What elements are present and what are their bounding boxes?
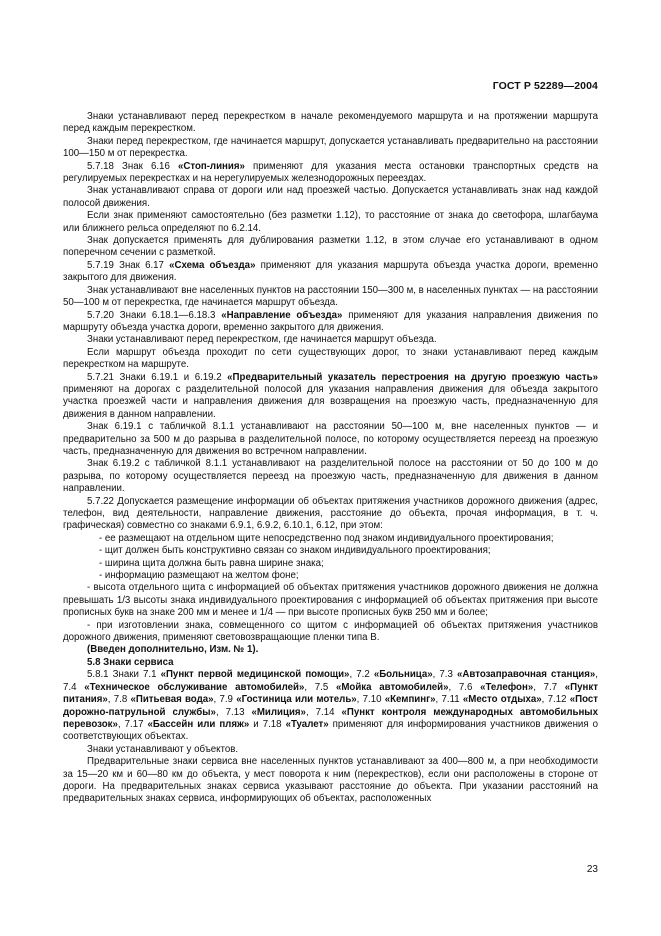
page-number: 23	[586, 864, 598, 875]
text-run: , 7.4	[63, 669, 598, 693]
paragraph: Знаки перед перекрестком, где начинается маршрут, допускается устанавливать предварительно на расстоянии 100—150 м от перекрестка.	[63, 135, 598, 160]
paragraph	[63, 669, 598, 743]
text-run: и 7.18	[249, 718, 286, 730]
sign-name: «Милиция»	[251, 706, 306, 718]
sign-name: «Туалет»	[285, 718, 329, 730]
paragraph: 5.7.22 Допускается размещение информации об объектах притяжения участников дорожного движения (адрес, телефон, вид деятельности, направление движения, расстояние до объекта, прочая информация, в т. ч. графическая) совместно со знаками 6.9.1, 6.9.2, 6.10.1, 6.12, при этом:	[63, 495, 598, 532]
paragraph: Знаки устанавливают у объектов.	[87, 743, 239, 755]
text-run: , 7.2	[349, 669, 374, 681]
paragraph	[63, 310, 598, 335]
text-run: , 7.6	[448, 681, 481, 693]
text-run: применяют для информирования участников движения о соответствующих объектах.	[63, 718, 598, 743]
sign-name: «Гостиница или мотель»	[236, 694, 357, 706]
list-item: - ее размещают на отдельном щите непосредственно под знаком индивидуального проектирования;	[99, 532, 554, 544]
sign-name: «Питьевая вода»	[130, 694, 214, 706]
paragraph: Если знак применяют самостоятельно (без разметки 1.12), то расстояние от знака до светофора, шлагбаума или ближнего рельса определяют по 6.2.14.	[63, 210, 598, 234]
text-run: , 7.11	[435, 694, 463, 706]
paragraph: Знак допускается применять для дублирования разметки 1.12, в этом случае его устанавливают в одном поперечном сечении с разметкой.	[63, 235, 598, 259]
sign-name: «Стоп-линия»	[177, 160, 245, 172]
text-run: 5.8.1 Знаки 7.1	[87, 669, 161, 681]
sign-name: «Схема объезда»	[169, 259, 256, 271]
sign-name: «Кемпинг»	[384, 694, 436, 706]
text-run: , 7.10	[356, 694, 385, 706]
paragraph	[63, 260, 598, 285]
text-run: 5.7.20 Знаки 6.18.1—6.18.3	[87, 309, 222, 321]
text-run: , 7.7	[533, 681, 565, 693]
sign-name: «Больница»	[373, 669, 433, 681]
text-run: применяют для указания маршрута объезда участка дороги, временно закрытого для движения.	[63, 259, 598, 284]
text-run: 5.7.19 Знак 6.17	[87, 259, 170, 271]
paragraph: Знак устанавливают вне населенных пунктов на расстоянии 150—300 м, в населенных пунктах — на расстоянии 50—100 м от перекрестка, где начинается маршрут объезда.	[63, 284, 598, 309]
standard-code-header: ГОСТ Р 52289—2004	[492, 80, 598, 92]
paragraph: - при изготовлении знака, совмещенного со щитом с информацией об объектах притяжения участников дорожного движения, применяют световозвращающие пленки типа В.	[63, 619, 598, 644]
paragraph: Знак 6.19.2 с табличкой 8.1.1 устанавливают на разделительной полосе на расстоянии от 50 до 100 м до разрыва, по которому осуществляется переезд на проезжую часть, предназначенную для движения в данном направлении.	[63, 458, 598, 495]
body-text	[63, 111, 598, 806]
sign-name: «Бассейн или пляж»	[147, 718, 250, 730]
paragraph: Если маршрут объезда проходит по сети существующих дорог, то знаки устанавливают перед каждым перекрестком на маршруте.	[63, 346, 598, 371]
paragraph: Знак устанавливают справа от дороги или над проезжей частью. Допускается устанавливать знак над каждой полосой движения.	[63, 185, 598, 209]
text-run: 5.7.18 Знак 6.16	[87, 160, 178, 172]
text-run: , 7.9	[213, 694, 237, 706]
list-item: - ширина щита должна быть равна ширине знака;	[99, 557, 324, 569]
sign-name: «Пункт контроля международных автомобильных перевозок»	[63, 706, 598, 730]
paragraph: Знак 6.19.1 с табличкой 8.1.1 устанавливают на расстоянии 50—100 м, вне населенных пунктов — и предварительно за 500 м до разрыва в разделительной полосе, по которому осуществляется переезд на проезжую часть, предназначенную для движения во встречном направлении.	[63, 421, 598, 457]
text-run: , 7.14	[305, 706, 342, 718]
list-item: - щит должен быть конструктивно связан со знаком индивидуального проектирования;	[99, 545, 491, 557]
text-run: 5.7.21 Знаки 6.19.1 и 6.19.2	[87, 371, 228, 383]
text-run: , 7.5	[304, 681, 336, 693]
section-heading: 5.8 Знаки сервиса	[87, 656, 174, 668]
text-run: , 7.12	[541, 694, 570, 706]
sign-name: «Мойка автомобилей»	[335, 681, 449, 693]
sign-name: «Техническое обслуживание автомобилей»	[84, 681, 305, 693]
sign-name: «Место отдыха»	[462, 694, 542, 706]
text-run: применяют для указания места остановки транспортных средств на регулируемых перекрестках и на нерегулируемых железнодорожных переездах.	[63, 160, 598, 185]
sign-name: «Телефон»	[480, 681, 534, 693]
paragraph: Знаки устанавливают перед перекрестком в начале рекомендуемого маршрута и на протяжении маршрута перед каждым перекрестком.	[63, 111, 598, 135]
sign-name: «Автозаправочная станция»	[457, 669, 596, 681]
text-run: , 7.3	[432, 669, 457, 681]
text-run: применяют для указания направления движения по маршруту объезда участка дороги, временно закрытого для движения.	[63, 309, 598, 333]
paragraph: - высота отдельного щита с информацией об объектах притяжения участников дорожного движения не должна превышать 1/3 высоты знака индивидуального проектирования с информацией об объектах притяжения при высоте прописных букв на знаке 200 мм и менее и 1/4 — при высоте прописных букв 250 мм и более;	[63, 582, 598, 619]
text-run: , 7.13	[215, 706, 252, 718]
paragraph: Предварительные знаки сервиса вне населенных пунктов устанавливают за 400—800 м, а при необходимости за 15—20 км и 60—80 км до объекта, у мест поворота к ним (перекрестков), если они расположены в стороне от дороги. На предварительных знаках сервиса указывают расстояние до объекта. При указании расстояний на предварительных знаках сервиса, информирующих об объектах, расположенных	[63, 756, 598, 805]
paragraph	[63, 161, 598, 186]
amendment-note: (Введен дополнительно, Изм. № 1).	[87, 644, 259, 656]
list-item: - информацию размещают на желтом фоне;	[99, 570, 299, 582]
sign-name: «Направление объезда»	[221, 309, 343, 321]
text-run: , 7.8	[107, 694, 131, 706]
paragraph: Знаки устанавливают перед перекрестком, где начинается маршрут объезда.	[87, 334, 437, 346]
sign-name: «Пункт питания»	[63, 681, 598, 706]
sign-name: «Предварительный указатель перестроения на другую проезжую часть»	[227, 371, 598, 383]
text-run: , 7.17	[117, 718, 148, 730]
paragraph	[63, 372, 598, 422]
sign-name: «Пункт первой медицинской помощи»	[160, 669, 350, 681]
sign-name: «Пост дорожно-патрульной службы»	[63, 694, 599, 718]
text-run: применяют на дорогах с разделительной полосой для указания направления движения для объезда закрытого участка проезжей части и направления движения для возвращения на проезжую часть, предназначенную для движения в данном направлении.	[63, 383, 598, 420]
